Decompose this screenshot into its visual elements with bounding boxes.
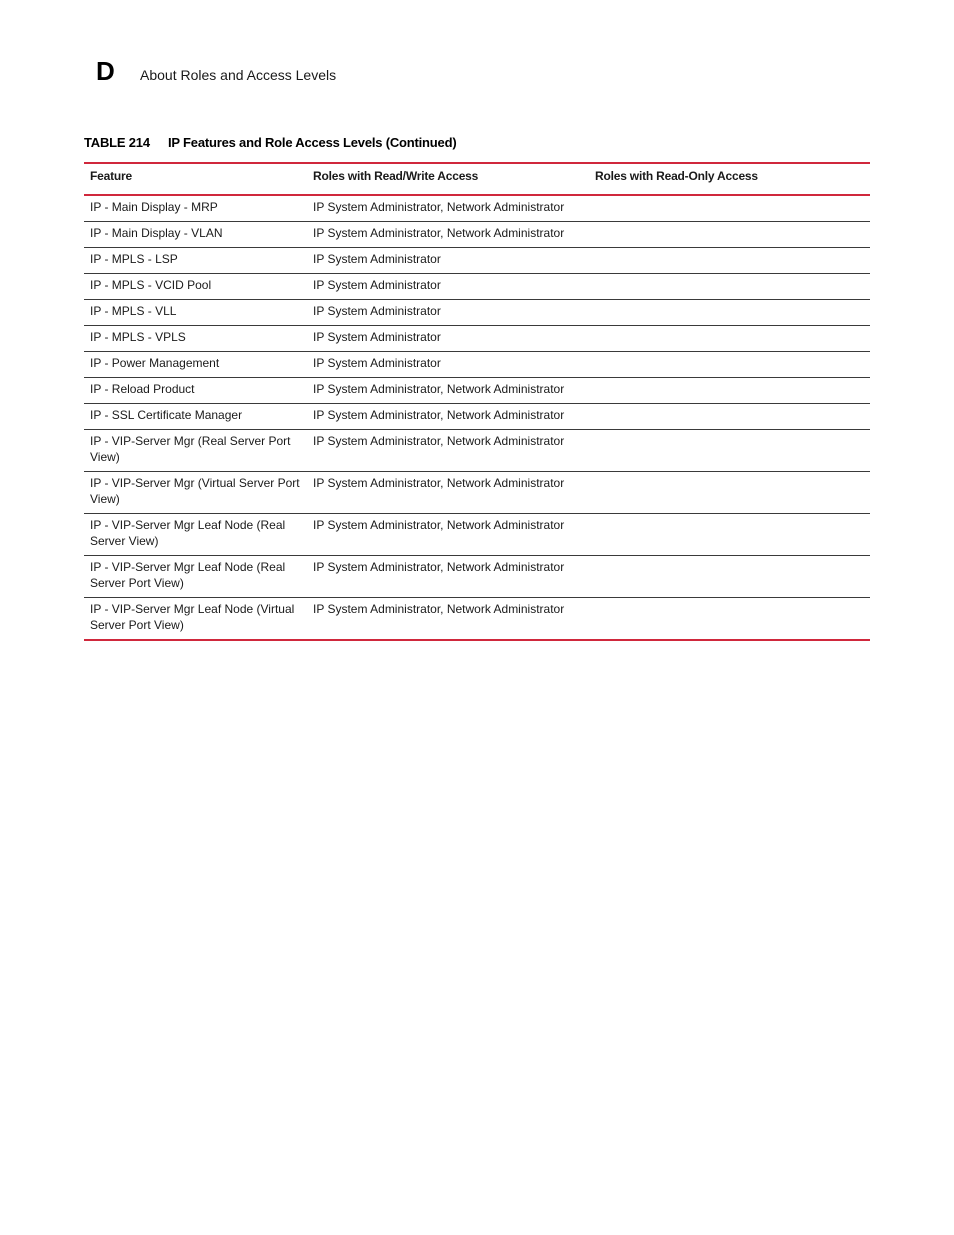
cell-feature: IP - VIP-Server Mgr (Real Server Port View) — [84, 430, 307, 472]
cell-read-only — [589, 222, 870, 248]
cell-read-write: IP System Administrator — [307, 248, 589, 274]
table-row — [84, 326, 870, 352]
cell-read-write: IP System Administrator — [307, 274, 589, 300]
roles-table — [84, 162, 870, 641]
table-row — [84, 556, 870, 598]
cell-feature: IP - Reload Product — [84, 378, 307, 404]
table-row — [84, 248, 870, 274]
cell-read-write: IP System Administrator, Network Administrator — [307, 222, 589, 248]
cell-feature: IP - SSL Certificate Manager — [84, 404, 307, 430]
table-row — [84, 378, 870, 404]
table-number: TABLE 214 — [84, 135, 150, 150]
cell-read-only — [589, 556, 870, 598]
cell-feature: IP - MPLS - VPLS — [84, 326, 307, 352]
cell-read-only — [589, 404, 870, 430]
table-caption — [84, 135, 456, 150]
table-row — [84, 195, 870, 222]
cell-feature: IP - VIP-Server Mgr Leaf Node (Real Server Port View) — [84, 556, 307, 598]
cell-feature: IP - MPLS - VCID Pool — [84, 274, 307, 300]
cell-read-write: IP System Administrator, Network Administrator — [307, 556, 589, 598]
cell-read-write: IP System Administrator — [307, 300, 589, 326]
cell-read-write: IP System Administrator, Network Administrator — [307, 430, 589, 472]
cell-read-only — [589, 274, 870, 300]
table-title: IP Features and Role Access Levels (Continued) — [168, 135, 457, 150]
table-row — [84, 472, 870, 514]
cell-read-only — [589, 472, 870, 514]
table-row — [84, 274, 870, 300]
table-row — [84, 222, 870, 248]
cell-feature: IP - Power Management — [84, 352, 307, 378]
cell-feature: IP - VIP-Server Mgr Leaf Node (Virtual Server Port View) — [84, 598, 307, 641]
appendix-letter: D — [96, 56, 115, 86]
table-header — [84, 163, 870, 195]
cell-feature: IP - MPLS - LSP — [84, 248, 307, 274]
section-title: About Roles and Access Levels — [140, 67, 337, 83]
cell-read-only — [589, 352, 870, 378]
column-header-read-only: Roles with Read-Only Access — [595, 169, 758, 183]
table-row — [84, 598, 870, 641]
column-header-feature: Feature — [90, 169, 132, 183]
cell-read-write: IP System Administrator — [307, 352, 589, 378]
table-row — [84, 514, 870, 556]
cell-read-only — [589, 514, 870, 556]
cell-feature: IP - VIP-Server Mgr (Virtual Server Port View) — [84, 472, 307, 514]
page-header — [96, 56, 336, 86]
table-row — [84, 300, 870, 326]
cell-read-only — [589, 430, 870, 472]
cell-read-only — [589, 598, 870, 641]
roles-table-container — [84, 162, 870, 641]
table-row — [84, 430, 870, 472]
table-row — [84, 404, 870, 430]
cell-feature: IP - Main Display - MRP — [84, 195, 307, 222]
cell-read-only — [589, 195, 870, 222]
column-header-read-write: Roles with Read/Write Access — [313, 169, 479, 183]
cell-read-only — [589, 300, 870, 326]
cell-read-write: IP System Administrator, Network Administrator — [307, 514, 589, 556]
cell-read-write: IP System Administrator, Network Administrator — [307, 598, 589, 641]
table-header-row — [84, 163, 870, 195]
cell-read-write: IP System Administrator, Network Administrator — [307, 378, 589, 404]
cell-read-only — [589, 248, 870, 274]
cell-read-write: IP System Administrator, Network Administrator — [307, 472, 589, 514]
table-body — [84, 195, 870, 640]
table-row — [84, 352, 870, 378]
cell-read-write: IP System Administrator, Network Administrator — [307, 195, 589, 222]
cell-read-write: IP System Administrator — [307, 326, 589, 352]
cell-feature: IP - VIP-Server Mgr Leaf Node (Real Server View) — [84, 514, 307, 556]
cell-feature: IP - Main Display - VLAN — [84, 222, 307, 248]
cell-read-only — [589, 378, 870, 404]
cell-read-only — [589, 326, 870, 352]
cell-read-write: IP System Administrator, Network Administrator — [307, 404, 589, 430]
cell-feature: IP - MPLS - VLL — [84, 300, 307, 326]
